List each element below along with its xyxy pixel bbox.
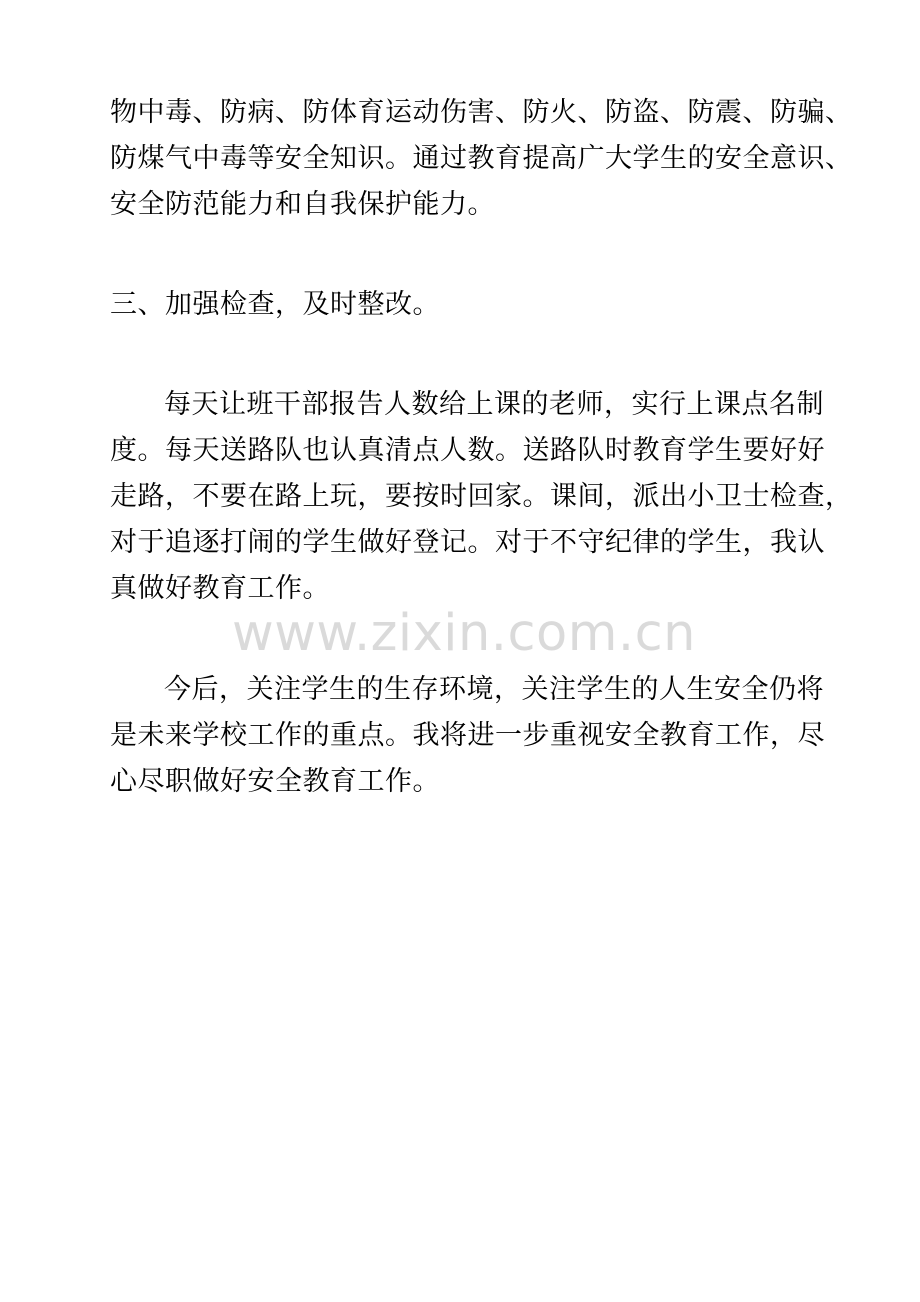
paragraph-line: 真做好教育工作。 (110, 573, 330, 604)
paragraph-line: 物中毒、防病、防体育运动伤害、防火、防盗、防震、防骗、 (110, 97, 853, 128)
paragraph-line: 安全防范能力和自我保护能力。 (110, 189, 495, 220)
safety-knowledge-paragraph (110, 90, 853, 228)
paragraph-line: 对于追逐打闹的学生做好登记。对于不守纪律的学生，我认 (110, 527, 825, 558)
section-heading-text: 三、加强检查，及时整改。 (110, 289, 440, 320)
paragraph-line: 是未来学校工作的重点。我将进一步重视安全教育工作，尽 (110, 720, 825, 751)
inspection-paragraph (110, 382, 853, 612)
future-work-paragraph (110, 667, 835, 805)
paragraph-line: 今后，关注学生的生存环境，关注学生的人生安全仍将 (164, 674, 824, 705)
paragraph-line: 度。每天送路队也认真清点人数。送路队时教育学生要好好 (110, 435, 825, 466)
site-watermark: www.zixin.com.cn (232, 604, 696, 663)
paragraph-line: 走路，不要在路上玩，要按时回家。课间，派出小卫士检查， (110, 481, 853, 512)
paragraph-line: 每天让班干部报告人数给上课的老师，实行上课点名制 (164, 389, 824, 420)
paragraph-line: 防煤气中毒等安全知识。通过教育提高广大学生的安全意识、 (110, 143, 853, 174)
section-heading-3 (110, 282, 835, 328)
paragraph-line: 心尽职做好安全教育工作。 (110, 766, 440, 797)
